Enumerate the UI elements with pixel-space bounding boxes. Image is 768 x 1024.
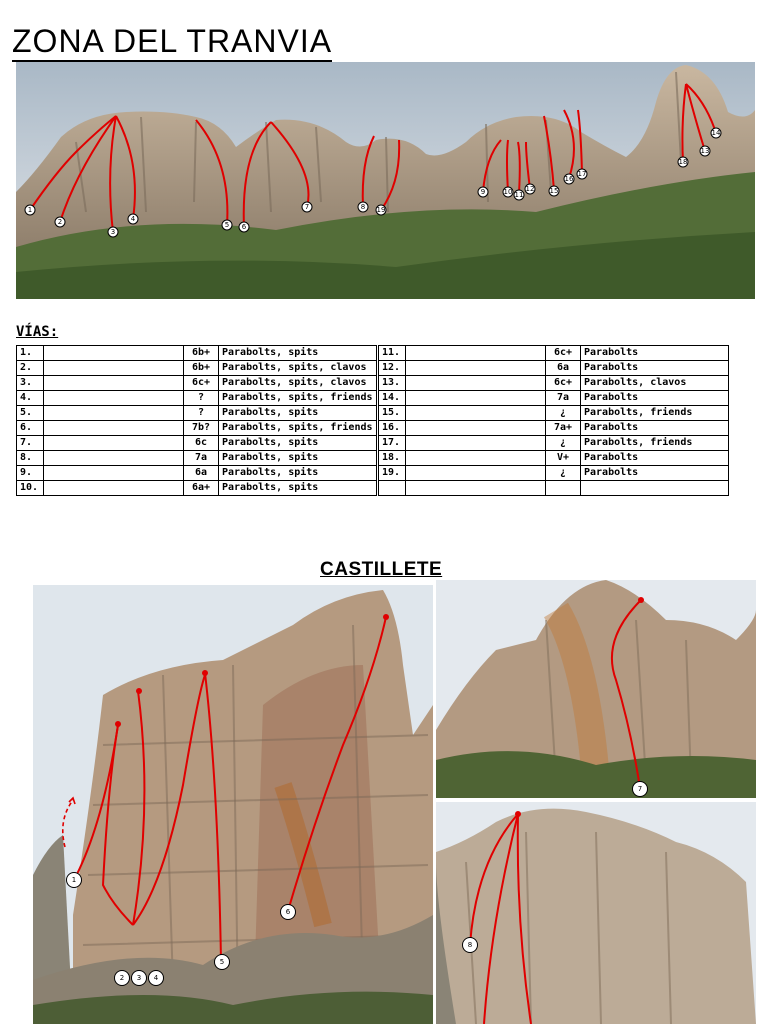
route-grade: 6c	[184, 436, 219, 451]
route-number: 16.	[379, 421, 406, 436]
route-row	[379, 376, 729, 391]
routes-table-left	[16, 345, 377, 496]
route-gear: Parabolts, spits	[219, 466, 377, 481]
svg-text:12: 12	[525, 185, 535, 193]
route-row	[17, 421, 377, 436]
route-name	[44, 436, 184, 451]
svg-text:3: 3	[110, 228, 116, 236]
route-grade	[546, 481, 581, 496]
route-name	[44, 466, 184, 481]
route-grade: ?	[184, 391, 219, 406]
route-grade: 6b+	[184, 346, 219, 361]
route-grade: V+	[546, 451, 581, 466]
svg-text:8: 8	[467, 941, 473, 949]
route-grade: 6a	[184, 466, 219, 481]
route-grade: 7a+	[546, 421, 581, 436]
route-name	[406, 376, 546, 391]
route-gear: Parabolts	[581, 421, 729, 436]
route-number: 19.	[379, 466, 406, 481]
route-grade: 7b?	[184, 421, 219, 436]
route-row	[17, 481, 377, 496]
route-grade: 7a	[546, 391, 581, 406]
route-grade: 6c+	[546, 346, 581, 361]
route-gear: Parabolts, spits, clavos	[219, 376, 377, 391]
svg-text:7: 7	[304, 203, 310, 211]
route-row	[379, 406, 729, 421]
route-grade: ¿	[546, 406, 581, 421]
castillete-main-photo	[33, 585, 433, 1024]
route-gear: Parabolts, friends	[581, 436, 729, 451]
svg-text:10: 10	[503, 188, 513, 196]
route-number: 15.	[379, 406, 406, 421]
route-gear: Parabolts, spits	[219, 436, 377, 451]
route-name	[406, 406, 546, 421]
svg-text:13: 13	[700, 147, 710, 155]
route-number: 1.	[17, 346, 44, 361]
route-name	[44, 346, 184, 361]
route-grade: ?	[184, 406, 219, 421]
castillete-route-8-marker	[463, 938, 478, 953]
route-name	[44, 406, 184, 421]
route-gear: Parabolts	[581, 346, 729, 361]
route-number: 17.	[379, 436, 406, 451]
route-name	[406, 346, 546, 361]
section-title: CASTILLETE	[320, 559, 443, 580]
route-number: 14.	[379, 391, 406, 406]
route-number: 6.	[17, 421, 44, 436]
svg-text:7: 7	[637, 785, 643, 793]
svg-text:2: 2	[119, 974, 125, 982]
route-name	[44, 481, 184, 496]
route-row	[379, 391, 729, 406]
route-number	[379, 481, 406, 496]
route-grade: 6b+	[184, 361, 219, 376]
svg-text:4: 4	[153, 974, 159, 982]
route-grade: 6a+	[184, 481, 219, 496]
svg-text:4: 4	[130, 215, 136, 223]
route-number: 5.	[17, 406, 44, 421]
svg-text:14: 14	[711, 129, 721, 137]
route-row	[17, 466, 377, 481]
route-gear: Parabolts, friends	[581, 406, 729, 421]
route-name	[44, 376, 184, 391]
route-row	[17, 361, 377, 376]
route-name	[44, 391, 184, 406]
route-row	[17, 436, 377, 451]
svg-text:9: 9	[480, 188, 486, 196]
route-name	[406, 436, 546, 451]
castillete-route-7-marker	[633, 782, 648, 797]
route-number: 2.	[17, 361, 44, 376]
route-row	[17, 391, 377, 406]
route-row	[379, 346, 729, 361]
svg-text:6: 6	[241, 223, 247, 231]
route-grade: ¿	[546, 436, 581, 451]
svg-text:19: 19	[376, 206, 386, 214]
route-gear: Parabolts	[581, 451, 729, 466]
route-gear: Parabolts, spits	[219, 346, 377, 361]
route-name	[44, 361, 184, 376]
route-number: 11.	[379, 346, 406, 361]
route-name	[406, 391, 546, 406]
route-row	[17, 406, 377, 421]
route-gear: Parabolts, spits	[219, 481, 377, 496]
svg-text:1: 1	[27, 206, 33, 214]
route-name	[406, 421, 546, 436]
route-row	[379, 481, 729, 496]
route-number: 10.	[17, 481, 44, 496]
route-row	[379, 436, 729, 451]
route-name	[44, 421, 184, 436]
page-title: ZONA DEL TRANVIA	[12, 22, 332, 62]
route-row	[379, 421, 729, 436]
route-gear: Parabolts, spits, friends	[219, 391, 377, 406]
route-row	[17, 451, 377, 466]
route-grade: 6a	[546, 361, 581, 376]
route-number: 13.	[379, 376, 406, 391]
svg-text:16: 16	[564, 175, 574, 183]
route-row	[379, 361, 729, 376]
route-number: 12.	[379, 361, 406, 376]
svg-text:11: 11	[514, 191, 524, 199]
route-number: 4.	[17, 391, 44, 406]
route-gear: Parabolts, clavos	[581, 376, 729, 391]
castillete-photo-route-7	[436, 580, 756, 798]
svg-text:17: 17	[577, 170, 587, 178]
svg-text:15: 15	[549, 187, 559, 195]
route-gear	[581, 481, 729, 496]
route-name	[406, 481, 546, 496]
route-gear: Parabolts	[581, 391, 729, 406]
svg-text:5: 5	[219, 958, 225, 966]
route-name	[406, 451, 546, 466]
route-number: 3.	[17, 376, 44, 391]
route-gear: Parabolts, spits	[219, 406, 377, 421]
route-grade: 6c+	[546, 376, 581, 391]
route-name	[406, 361, 546, 376]
route-row	[17, 346, 377, 361]
route-number: 9.	[17, 466, 44, 481]
route-name	[44, 451, 184, 466]
route-row	[379, 451, 729, 466]
routes-heading: VÍAS:	[16, 324, 59, 340]
route-gear: Parabolts	[581, 466, 729, 481]
route-number: 7.	[17, 436, 44, 451]
svg-text:18: 18	[678, 158, 688, 166]
route-grade: 6c+	[184, 376, 219, 391]
svg-text:5: 5	[224, 221, 230, 229]
svg-text:8: 8	[360, 203, 366, 211]
panorama-photo	[16, 62, 755, 299]
castillete-photo-route-8	[436, 802, 756, 1024]
route-gear: Parabolts	[581, 361, 729, 376]
route-gear: Parabolts, spits, friends	[219, 421, 377, 436]
svg-text:6: 6	[285, 908, 291, 916]
svg-text:2: 2	[57, 218, 63, 226]
route-row	[379, 466, 729, 481]
route-grade: 7a	[184, 451, 219, 466]
svg-text:3: 3	[136, 974, 142, 982]
route-number: 8.	[17, 451, 44, 466]
routes-table-right	[378, 345, 729, 496]
svg-text:1: 1	[71, 876, 77, 884]
route-gear: Parabolts, spits, clavos	[219, 361, 377, 376]
route-grade: ¿	[546, 466, 581, 481]
route-number: 18.	[379, 451, 406, 466]
route-row	[17, 376, 377, 391]
route-name	[406, 466, 546, 481]
route-gear: Parabolts, spits	[219, 451, 377, 466]
